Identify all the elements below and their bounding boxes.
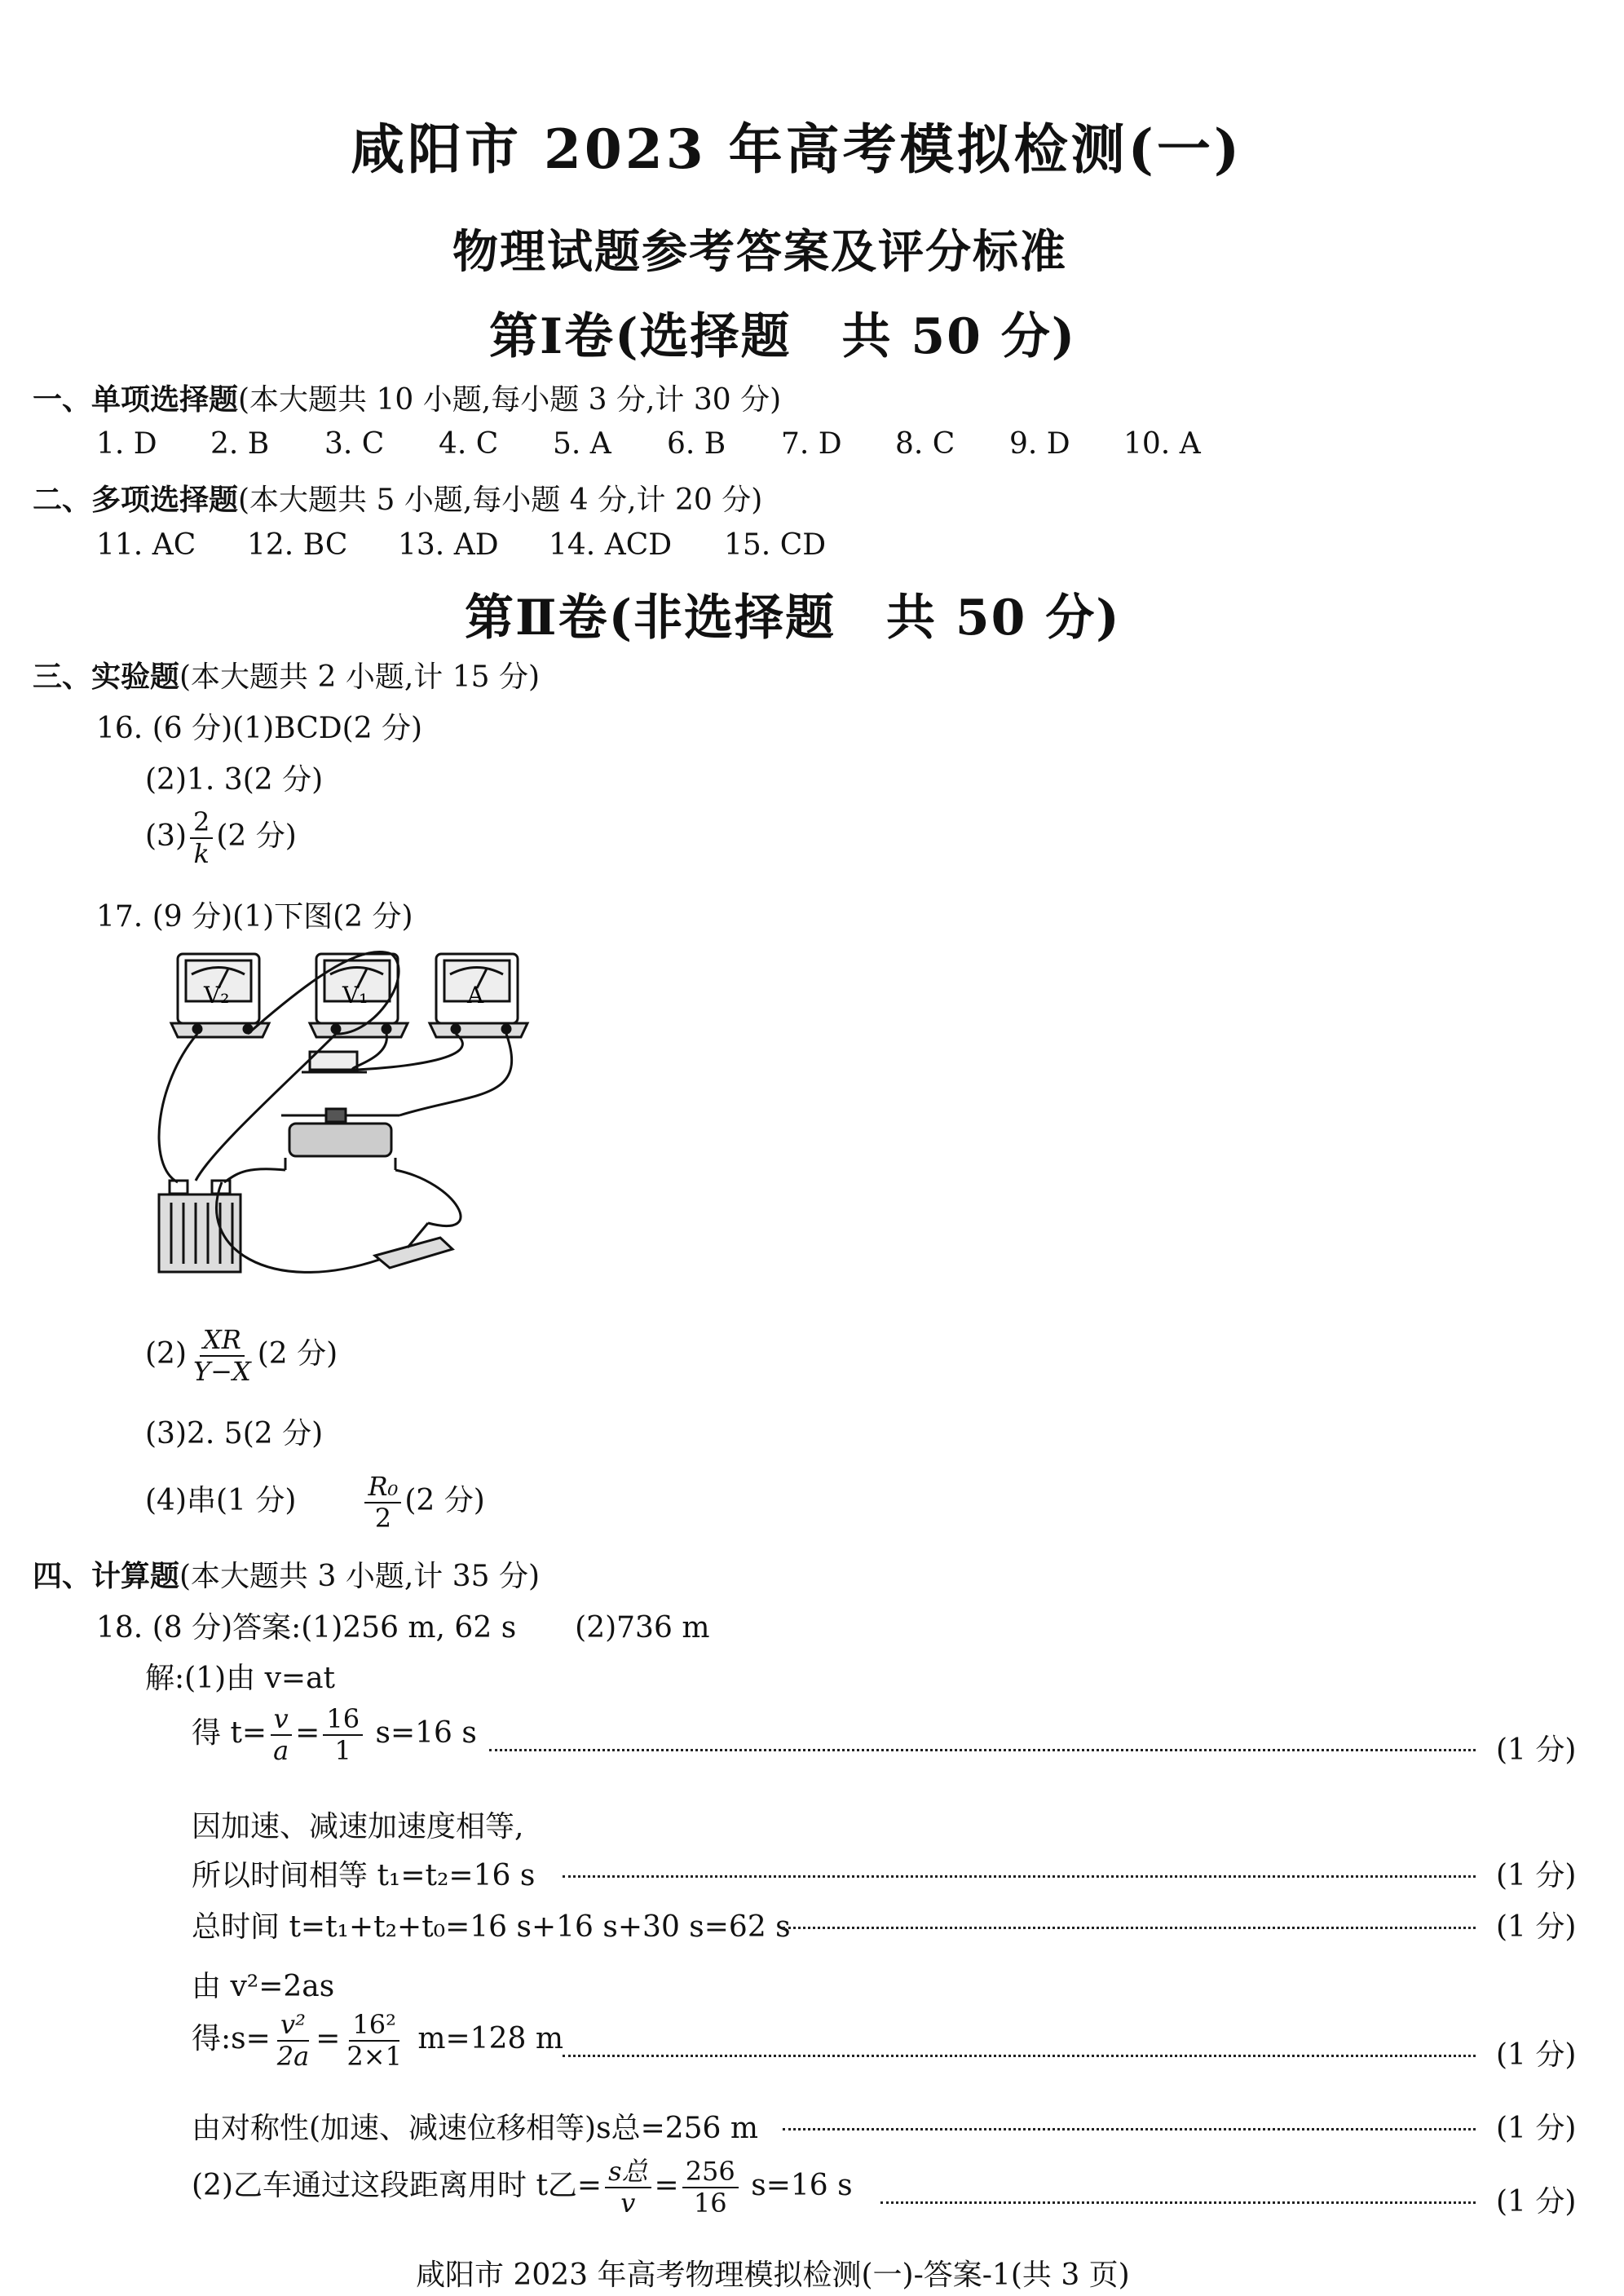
part2-heading: 第Ⅱ卷(非选择题 共 50 分)	[465, 589, 1121, 647]
text: (3)	[145, 819, 187, 853]
section-label: 一、单项选择题	[33, 382, 239, 417]
denominator: v	[620, 2187, 636, 2219]
numerator: 256	[682, 2157, 739, 2188]
text: 得 t=	[192, 1715, 267, 1750]
answer-item: 7. D	[781, 427, 842, 461]
fraction	[190, 1325, 254, 1387]
denominator: 2×1	[346, 2040, 402, 2072]
rheostat-icon	[281, 1109, 399, 1170]
fraction	[605, 2157, 651, 2219]
battery-icon	[159, 1181, 241, 1272]
q17-line3: (3)2. 5(2 分)	[145, 1417, 324, 1450]
q17-line4	[145, 1472, 485, 1534]
score-mark: (1 分)	[1496, 2112, 1577, 2145]
answer-item: 11. AC	[96, 528, 196, 562]
leader-dots	[563, 2055, 1476, 2057]
text: =	[316, 2021, 341, 2055]
answer-item: 15. CD	[724, 528, 827, 562]
text: (4)串(1 分)	[145, 1483, 297, 1517]
page-title: 咸阳市 2023 年高考模拟检测(一)	[351, 117, 1243, 181]
numerator: s总	[605, 2157, 651, 2188]
text: 得:s=	[192, 2021, 271, 2055]
section-label: 三、实验题	[33, 660, 180, 694]
q16-line3	[145, 807, 297, 869]
fraction	[364, 1472, 401, 1534]
leader-dots	[783, 1927, 1476, 1929]
score-mark: (1 分)	[1496, 1733, 1577, 1767]
denominator: 16	[693, 2187, 727, 2219]
text: (2 分)	[404, 1483, 485, 1517]
text: =	[295, 1715, 320, 1750]
answer-item: 1. D	[96, 427, 157, 461]
q18-step-5: 由 v²=2as	[192, 1970, 335, 2003]
answer-item: 14. ACD	[549, 528, 673, 562]
section-note: (本大题共 2 小题,计 15 分)	[179, 660, 541, 694]
answer-item: 6. B	[667, 427, 726, 461]
fraction	[274, 2010, 312, 2072]
numerator: XR	[200, 1325, 245, 1357]
q18-solution-start: 解:(1)由 v=at	[145, 1662, 335, 1695]
q18-answer: 18. (8 分)答案:(1)256 m, 62 s (2)736 m	[96, 1611, 710, 1645]
fraction	[270, 1704, 292, 1766]
numerator: v²	[277, 2010, 309, 2042]
denominator: Y−X	[193, 1355, 251, 1387]
answer-item: 2. B	[210, 427, 270, 461]
q18-step-2: 因加速、减速加速度相等,	[192, 1810, 524, 1843]
q17-line2	[145, 1325, 338, 1387]
answer-item: 12. BC	[247, 528, 348, 562]
leader-dots	[489, 1749, 1476, 1751]
answer-item: 13. AD	[398, 528, 499, 562]
denominator: k	[193, 837, 210, 869]
section-single-choice	[33, 377, 781, 418]
section-note: (本大题共 3 小题,计 35 分)	[179, 1560, 541, 1593]
numerator: 2	[190, 807, 213, 839]
numerator: 16²	[349, 2010, 399, 2042]
page-footer: 咸阳市 2023 年高考物理模拟检测(一)-答案-1(共 3 页)	[416, 2258, 1130, 2292]
denominator: 2a	[276, 2040, 310, 2072]
page-subtitle: 物理试题参考答案及评分标准	[452, 225, 1067, 279]
answer-item: 10. A	[1123, 427, 1201, 461]
text: =	[654, 2168, 679, 2202]
answer-item: 4. C	[439, 427, 499, 461]
fraction	[682, 2157, 739, 2219]
q18-step-6	[192, 2010, 563, 2072]
multi-choice-answers	[96, 528, 875, 562]
q16-line2: (2)1. 3(2 分)	[145, 763, 324, 797]
score-mark: (1 分)	[1496, 2185, 1577, 2219]
score-mark: (1 分)	[1496, 1859, 1577, 1892]
q17-line1: 17. (9 分)(1)下图(2 分)	[96, 900, 413, 934]
answer-item: 5. A	[553, 427, 611, 461]
leader-dots	[880, 2201, 1476, 2204]
text: s=16 s	[375, 1715, 477, 1750]
meter-label: V₁	[342, 982, 368, 1009]
answer-item: 3. C	[324, 427, 385, 461]
score-mark: (1 分)	[1496, 1910, 1577, 1944]
text: (2 分)	[257, 1336, 338, 1371]
denominator: a	[273, 1734, 289, 1766]
fraction	[323, 1704, 363, 1766]
q18-step-1	[192, 1704, 477, 1766]
meter-label: A	[467, 982, 484, 1009]
numerator: v	[271, 1704, 292, 1736]
q18-step-3: 所以时间相等 t₁=t₂=16 s	[192, 1859, 536, 1892]
section-note: (本大题共 10 小题,每小题 3 分,计 30 分)	[238, 383, 782, 417]
section-label: 二、多项选择题	[33, 483, 239, 517]
single-choice-answers	[96, 427, 1238, 461]
numerator: 16	[323, 1704, 363, 1736]
text: m=128 m	[417, 2021, 563, 2055]
fraction	[343, 2010, 405, 2072]
q18-step-4: 总时间 t=t₁+t₂+t₀=16 s+16 s+30 s=62 s	[192, 1910, 791, 1944]
switch-icon	[375, 1223, 452, 1268]
section-note: (本大题共 5 小题,每小题 4 分,计 20 分)	[238, 483, 763, 517]
section-experiment	[33, 654, 540, 695]
meter-label: V₂	[204, 982, 230, 1009]
q18-step-7: 由对称性(加速、减速位移相等)s总=256 m	[192, 2112, 759, 2145]
answer-item: 9. D	[1009, 427, 1070, 461]
part1-heading: 第Ⅰ卷(选择题 共 50 分)	[489, 308, 1077, 365]
score-mark: (1 分)	[1496, 2038, 1577, 2072]
denominator: 1	[334, 1734, 351, 1766]
text: s=16 s	[751, 2168, 853, 2202]
q18-step-8	[192, 2157, 853, 2219]
numerator: R₀	[364, 1472, 401, 1503]
leader-dots	[563, 1875, 1476, 1878]
text: (2)	[145, 1336, 187, 1371]
q16-line1: 16. (6 分)(1)BCD(2 分)	[96, 712, 423, 745]
section-multi-choice	[33, 477, 762, 519]
fraction	[190, 807, 213, 869]
text: (2 分)	[216, 819, 297, 853]
circuit-diagram	[147, 938, 530, 1296]
denominator: 2	[374, 1502, 392, 1534]
section-calculation	[33, 1553, 540, 1595]
answer-item: 8. C	[895, 427, 955, 461]
section-label: 四、计算题	[33, 1559, 180, 1593]
leader-dots	[783, 2128, 1476, 2130]
text: (2)乙车通过这段距离用时 t乙=	[192, 2168, 602, 2202]
